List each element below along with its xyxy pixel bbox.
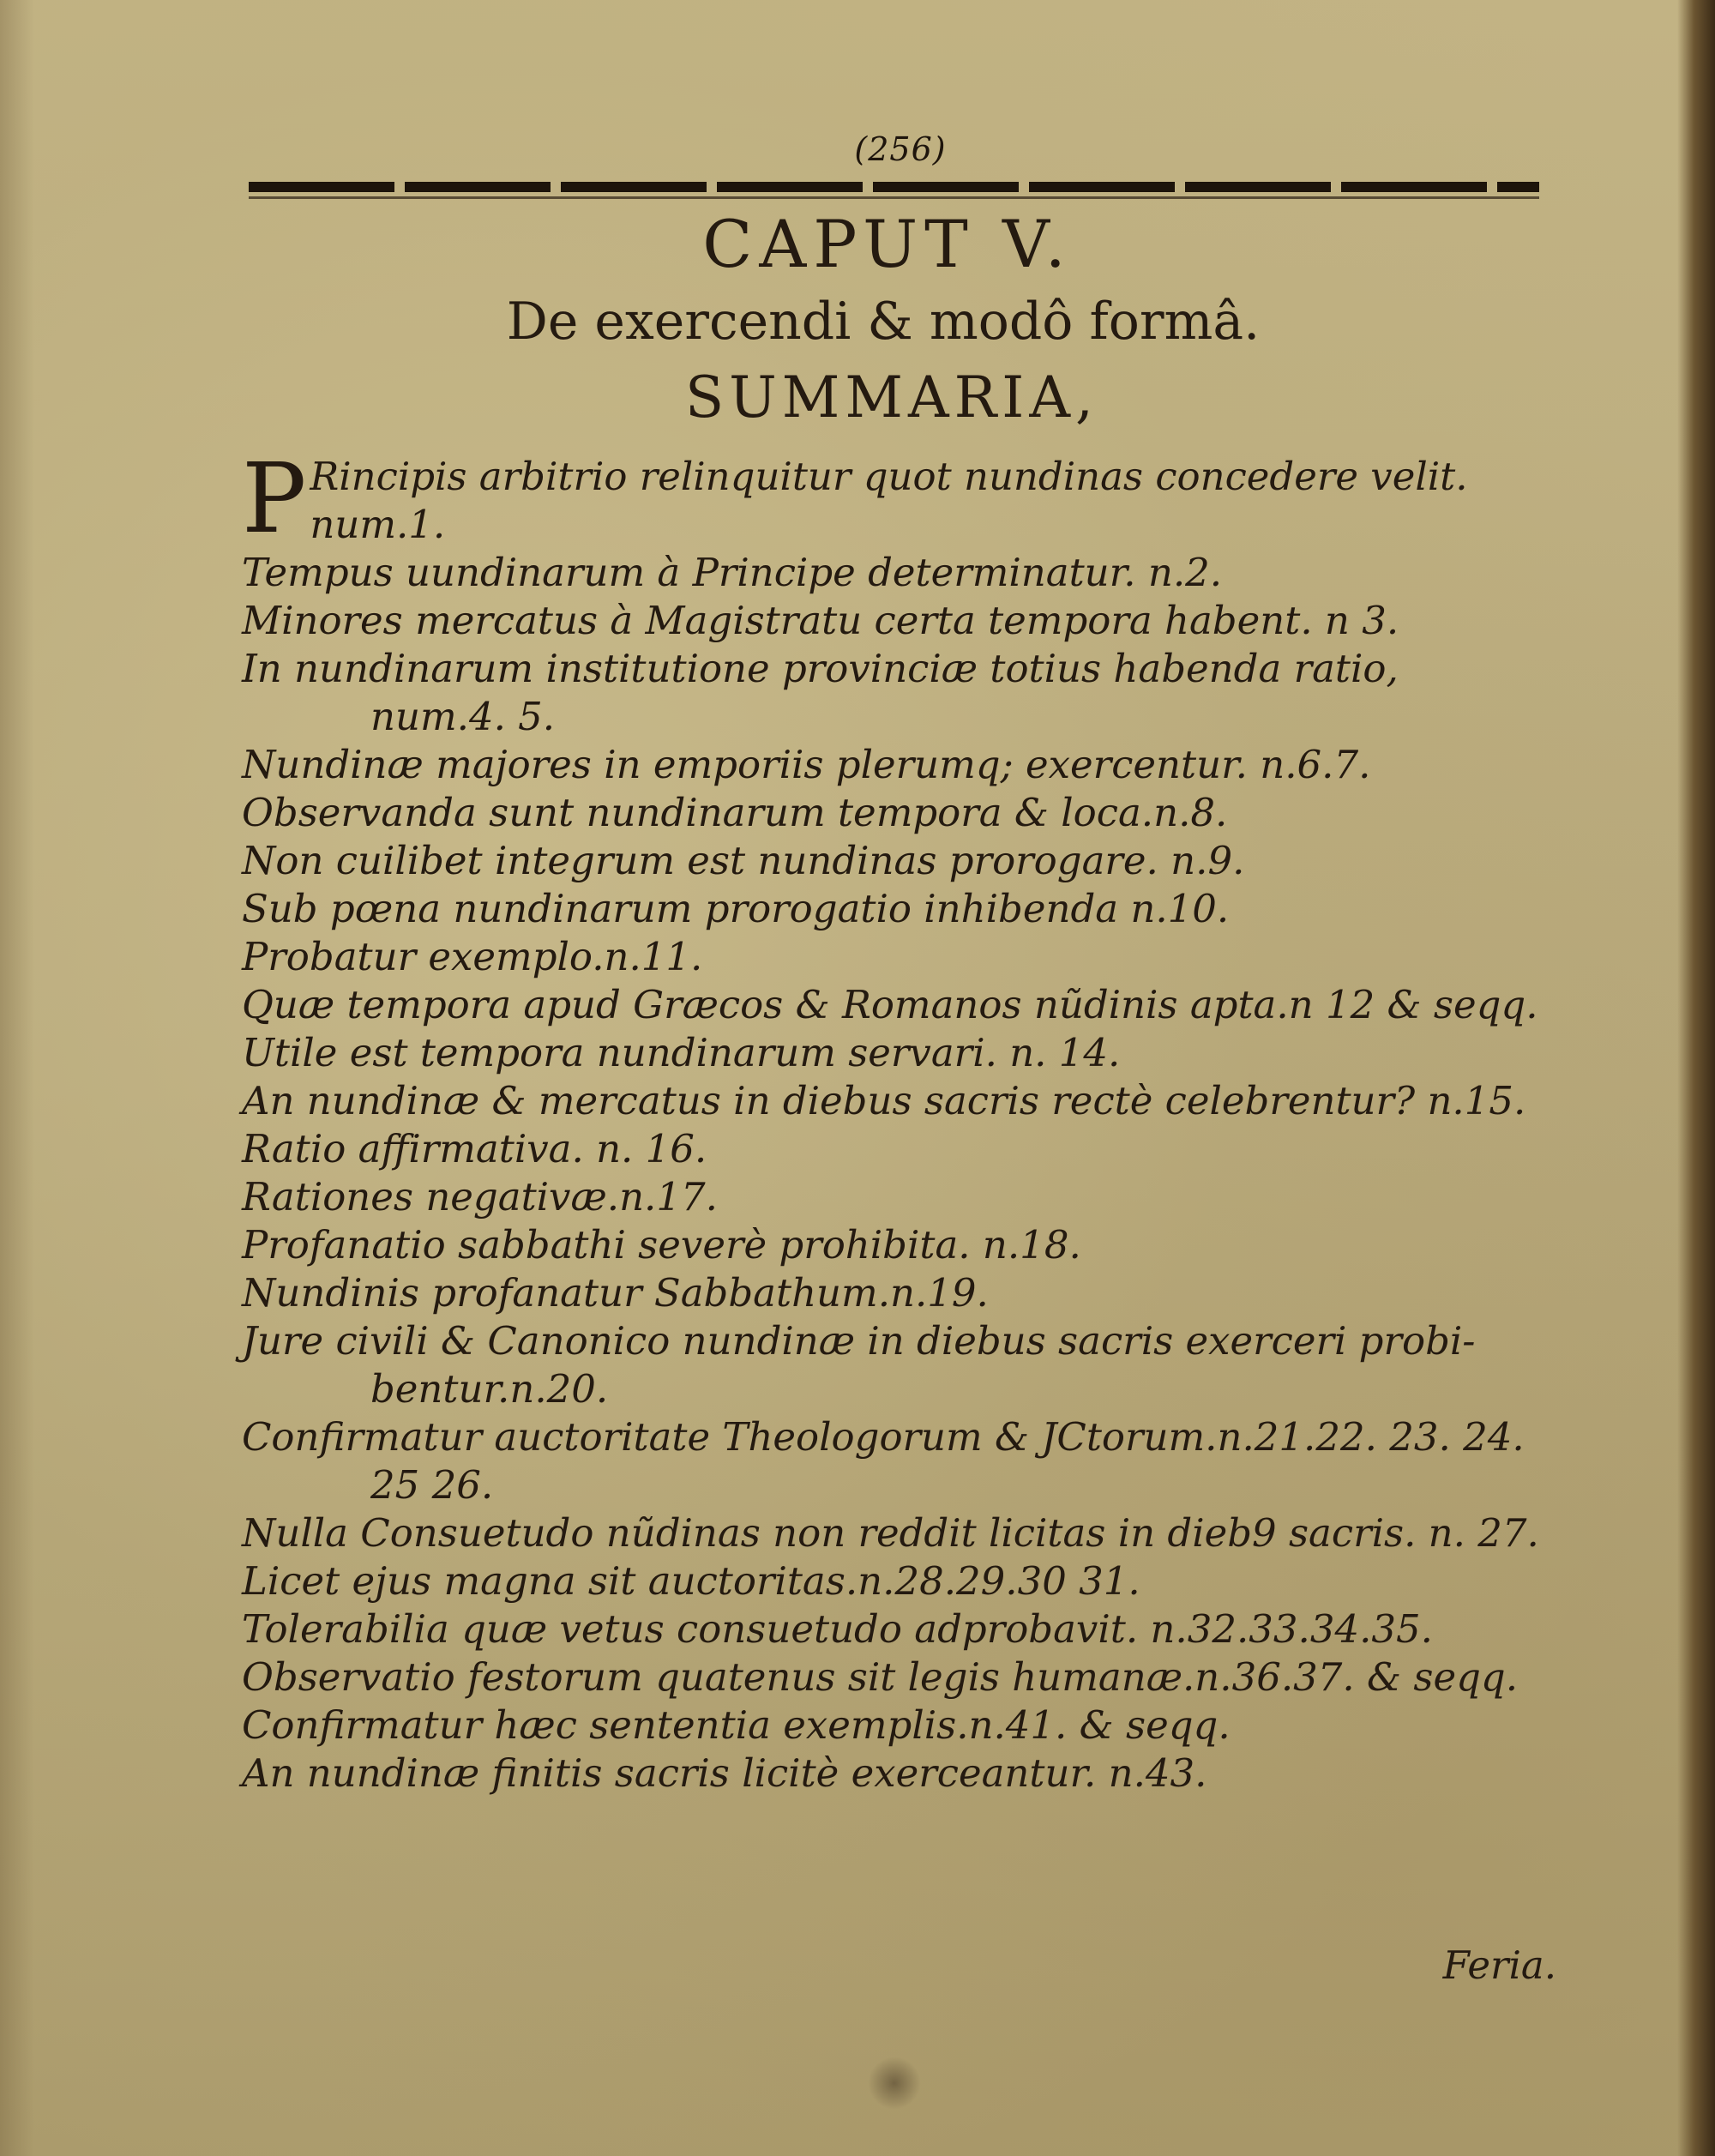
- section-heading: SUMMARIA,: [684, 364, 1099, 431]
- summary-entry: Tempus uundinarum à Principe determinatur. n.2.: [242, 550, 1223, 595]
- summary-entry: Confirmatur auctoritate Theologorum & JCtorum.n.21.22. 23. 24.: [242, 1414, 1525, 1460]
- summary-entry: An nundinæ & mercatus in diebus sacris rectè celebrentur? n.15.: [242, 1078, 1526, 1123]
- header-rule-thin: [249, 196, 1539, 199]
- summary-entry: Observanda sunt nundinarum tempora & loca.n.8.: [242, 790, 1228, 835]
- summary-entry: Nundinis profanatur Sabbathum.n.19.: [242, 1270, 989, 1316]
- summary-entry: Utile est tempora nundinarum servari. n. 14.: [242, 1030, 1121, 1075]
- entry-continuation: num.1.: [310, 502, 446, 547]
- catchword: Feria.: [1442, 1942, 1556, 1988]
- chapter-title: De exercendi & modô formâ.: [506, 292, 1261, 352]
- summary-entry: Rationes negativæ.n.17.: [242, 1174, 718, 1220]
- summary-entry: Probatur exemplo.n.11.: [242, 934, 703, 979]
- header-rule: [249, 182, 1539, 192]
- summary-entry: Nulla Consuetudo nũdinas non reddit licitas in dieb9 sacris. n. 27.: [242, 1510, 1539, 1556]
- summary-list: [242, 443, 1562, 1798]
- summary-entry: An nundinæ finitis sacris licitè exerceantur. n.43.: [242, 1750, 1207, 1796]
- summary-entry: Observatio festorum quatenus sit legis humanæ.n.36.37. & seqq.: [242, 1654, 1519, 1700]
- entry-continuation: 25 26.: [370, 1462, 494, 1508]
- summary-entry: Minores mercatus à Magistratu certa tempora habent. n 3.: [242, 598, 1399, 643]
- summary-entry: Profanatio sabbathi severè prohibita. n.18.: [242, 1222, 1081, 1268]
- chapter-heading: CAPUT V.: [702, 206, 1073, 282]
- page-number: (256): [854, 130, 947, 168]
- paper-stain: [868, 2057, 921, 2110]
- entry-continuation: bentur.n.20.: [370, 1366, 609, 1412]
- summary-entry: Sub pœna nundinarum prorogatio inhibenda n.10.: [242, 886, 1230, 931]
- summary-entry: Tolerabilia quæ vetus consuetudo adprobavit. n.32.33.34.35.: [242, 1606, 1433, 1652]
- summary-entry: Nundinæ majores in emporiis plerumq; exercentur. n.6.7.: [242, 742, 1371, 787]
- summary-entry: Quæ tempora apud Græcos & Romanos nũdinis apta.n 12 & seqq.: [242, 982, 1538, 1027]
- summary-entry: Confirmatur hæc sententia exemplis.n.41. & seqq.: [242, 1702, 1231, 1748]
- summary-entry: Jure civili & Canonico nundinæ in diebus sacris exerceri probi-: [242, 1318, 1476, 1364]
- entry-continuation: num.4. 5.: [370, 694, 556, 739]
- summary-entry: Licet ejus magna sit auctoritas.n.28.29.30 31.: [242, 1558, 1140, 1604]
- drop-cap: P: [242, 443, 307, 555]
- summary-entry: Non cuilibet integrum est nundinas prorogare. n.9.: [242, 838, 1245, 883]
- summary-entry: Ratio affirmativa. n. 16.: [242, 1126, 707, 1171]
- entry-text: Rincipis arbitrio relinquitur quot nundinas concedere velit.: [310, 454, 1468, 499]
- summary-entry: [242, 443, 1562, 555]
- summary-entry: In nundinarum institutione provinciæ totius habenda ratio,: [242, 646, 1399, 691]
